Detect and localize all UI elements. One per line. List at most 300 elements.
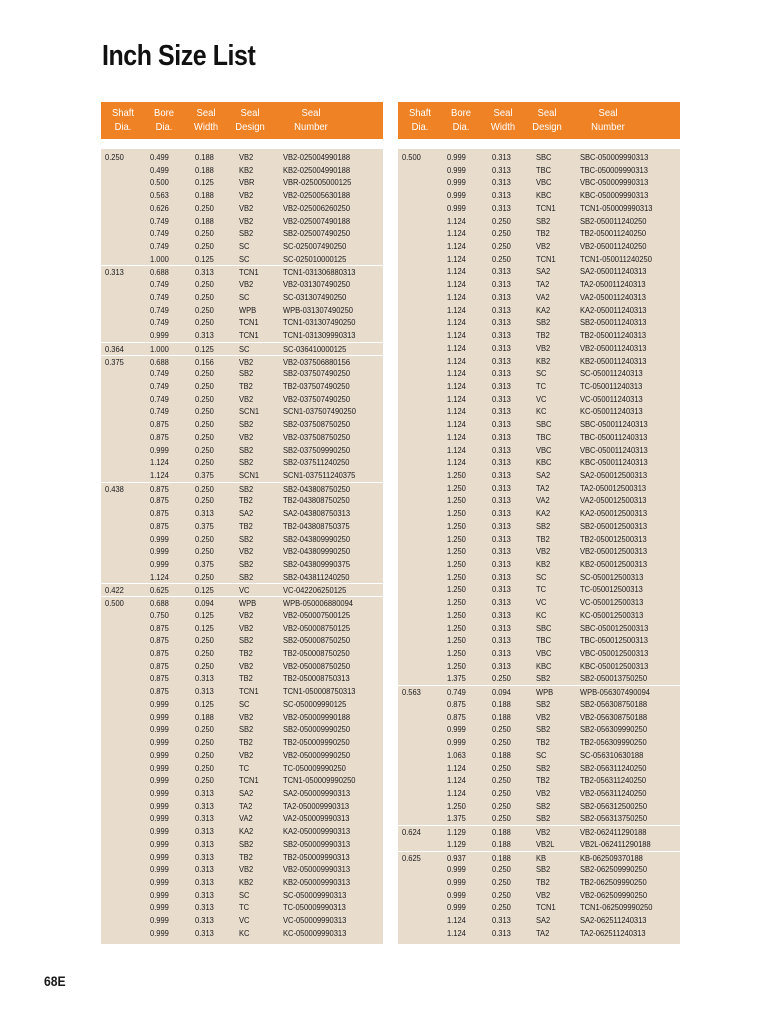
header-label: Width: [193, 121, 219, 133]
table-row: [398, 533, 680, 546]
seal-number-cell: SA2-050009990313: [283, 787, 351, 798]
seal-number-cell: SB2-056308750188: [580, 698, 648, 709]
seal-number-cell: SC-050009990313: [283, 889, 347, 900]
seal-width-cell: 0.313: [195, 267, 214, 278]
seal-design-cell: SB2: [536, 762, 551, 773]
seal-width-cell: 0.250: [195, 228, 214, 239]
table-row: [101, 176, 383, 189]
bore-dia-cell: 1.250: [447, 609, 466, 620]
seal-width-cell: 0.125: [195, 343, 214, 354]
bore-dia-cell: 1.250: [447, 584, 466, 595]
seal-design-cell: SB2: [536, 317, 551, 328]
seal-number-cell: SC-050009990125: [283, 698, 347, 709]
seal-number-cell: SC-056310630188: [580, 749, 644, 760]
seal-width-cell: 0.250: [492, 673, 511, 684]
table-row: [101, 571, 383, 584]
bore-dia-cell: 0.749: [150, 279, 169, 290]
seal-design-cell: WPB: [239, 304, 257, 315]
seal-design-cell: SB2: [239, 724, 254, 735]
seal-number-cell: VB2-037508750250: [283, 431, 351, 442]
bore-dia-cell: 1.250: [447, 660, 466, 671]
bore-dia-cell: 1.000: [150, 343, 169, 354]
seal-design-cell: KB2: [536, 559, 551, 569]
seal-number-cell: VB2-025006260250: [283, 202, 351, 213]
bore-dia-cell: 0.750: [150, 609, 169, 620]
shaft-dia-cell: 0.625: [402, 852, 421, 863]
table-row: [398, 685, 680, 698]
page-number: 68E: [44, 974, 66, 989]
seal-number-cell: TA2-062511240313: [580, 927, 646, 938]
seal-number-cell: SA2-062511240313: [580, 915, 647, 926]
seal-width-cell: 0.250: [195, 571, 214, 582]
bore-dia-cell: 0.875: [150, 483, 169, 494]
seal-number-cell: TB2-062509990250: [580, 876, 647, 887]
seal-design-cell: TC: [536, 584, 547, 595]
seal-number-cell: TBC-050009990313: [580, 164, 648, 175]
seal-width-cell: 0.250: [195, 431, 214, 442]
table-row: [398, 812, 680, 825]
seal-number-cell: SB2-037509990250: [283, 444, 351, 455]
seal-number-cell: SA2-050011240313: [580, 266, 647, 277]
seal-width-cell: 0.313: [492, 444, 511, 455]
table-row: [398, 787, 680, 800]
seal-number-cell: SB2-050011240313: [580, 317, 647, 328]
seal-width-cell: 0.313: [195, 876, 214, 887]
table-row: [398, 711, 680, 724]
table-row: [398, 889, 680, 902]
seal-number-cell: VC-050012500313: [580, 597, 644, 608]
seal-width-cell: 0.250: [195, 483, 214, 494]
table-row: [101, 355, 383, 368]
seal-design-cell: SB2: [239, 838, 254, 849]
bore-dia-cell: 0.999: [150, 902, 169, 913]
table-row: [398, 393, 680, 406]
bore-dia-cell: 0.999: [447, 164, 466, 175]
seal-design-cell: VB2: [239, 622, 254, 633]
table-row: [398, 927, 680, 940]
seal-width-cell: 0.188: [195, 152, 214, 162]
seal-width-cell: 0.188: [195, 164, 214, 175]
seal-width-cell: 0.250: [195, 406, 214, 417]
seal-number-cell: TA2-050012500313: [580, 482, 647, 493]
seal-width-cell: 0.125: [195, 177, 214, 188]
seal-number-cell: SB2-050009990250: [283, 724, 351, 735]
bore-dia-cell: 0.875: [150, 686, 169, 697]
seal-number-cell: KC-050011240313: [580, 406, 643, 417]
seal-number-cell: SBC-050009990313: [580, 152, 649, 162]
table-row: [101, 405, 383, 418]
bore-dia-cell: 1.129: [447, 838, 466, 849]
table-row: [101, 444, 383, 457]
seal-number-cell: SB2-050012500313: [580, 520, 648, 531]
table-row: [101, 227, 383, 240]
table-row: [398, 545, 680, 558]
seal-design-cell: SC: [239, 241, 250, 252]
table-row: [101, 482, 383, 495]
seal-width-cell: 0.313: [195, 826, 214, 837]
seal-design-cell: VB2: [239, 711, 254, 722]
seal-width-cell: 0.313: [492, 266, 511, 277]
seal-width-cell: 0.313: [492, 533, 511, 544]
bore-dia-cell: 0.999: [447, 889, 466, 900]
seal-width-cell: 0.313: [492, 393, 511, 404]
table-row: [398, 482, 680, 495]
bore-dia-cell: 0.999: [150, 864, 169, 875]
seal-design-cell: WPB: [239, 598, 257, 609]
seal-design-cell: TA2: [536, 482, 550, 493]
seal-number-cell: SB2-056311240250: [580, 762, 647, 773]
seal-number-cell: WPB-050006880094: [283, 598, 353, 609]
seal-design-cell: KBC: [536, 457, 552, 468]
bore-dia-cell: 1.250: [447, 495, 466, 506]
seal-design-cell: SB2: [239, 533, 254, 544]
seal-number-cell: KB2-050011240313: [580, 355, 647, 366]
seal-width-cell: 0.313: [195, 927, 214, 938]
seal-width-cell: 0.313: [492, 164, 511, 175]
seal-number-cell: VB2-062411290188: [580, 827, 647, 838]
page-title: Inch Size List: [102, 40, 256, 72]
seal-design-cell: SA2: [536, 915, 551, 926]
table-row: [398, 291, 680, 304]
seal-width-cell: 0.313: [492, 177, 511, 188]
seal-width-cell: 0.313: [195, 838, 214, 849]
seal-number-cell: TCN1-050011240250: [580, 253, 652, 264]
seal-width-cell: 0.188: [492, 698, 511, 709]
table-row: [398, 914, 680, 927]
seal-number-cell: TC-050011240313: [580, 380, 643, 391]
bore-dia-cell: 1.250: [447, 559, 466, 569]
table-row: [398, 774, 680, 787]
table-row: [101, 583, 383, 596]
seal-width-cell: 0.313: [492, 330, 511, 341]
seal-design-cell: VA2: [536, 291, 550, 302]
header-bore-dia: [443, 106, 479, 134]
bore-dia-cell: 0.749: [150, 228, 169, 239]
bore-dia-cell: 0.749: [447, 687, 466, 698]
table-row: [101, 367, 383, 380]
seal-design-cell: SC: [536, 749, 547, 760]
table-row: [101, 825, 383, 838]
seal-design-cell: VB2: [536, 711, 551, 722]
table-body: [398, 149, 680, 944]
seal-design-cell: VA2: [239, 813, 253, 824]
table-row: [101, 851, 383, 864]
seal-width-cell: 0.313: [492, 342, 511, 353]
seal-number-cell: TB2-050011240313: [580, 330, 647, 341]
bore-dia-cell: 1.124: [447, 355, 466, 366]
bore-dia-cell: 0.999: [150, 444, 169, 455]
seal-width-cell: 0.313: [492, 597, 511, 608]
bore-dia-cell: 0.999: [447, 902, 466, 913]
seal-width-cell: 0.250: [195, 762, 214, 773]
seal-width-cell: 0.313: [195, 902, 214, 913]
seal-width-cell: 0.250: [492, 864, 511, 875]
seal-width-cell: 0.313: [492, 482, 511, 493]
table-row: [398, 444, 680, 457]
seal-number-cell: SCN1-037511240375: [283, 469, 356, 480]
table-row: [398, 901, 680, 914]
bore-dia-cell: 0.563: [150, 190, 169, 201]
table-row: [398, 558, 680, 571]
seal-width-cell: 0.313: [492, 495, 511, 506]
bore-dia-cell: 1.124: [447, 444, 466, 455]
table-row: [101, 265, 383, 278]
seal-design-cell: KC: [239, 927, 250, 938]
bore-dia-cell: 0.999: [150, 889, 169, 900]
table-row: [398, 380, 680, 393]
seal-design-cell: VB2: [536, 827, 551, 838]
seal-number-cell: VB2-056311240250: [580, 787, 647, 798]
seal-width-cell: 0.125: [195, 622, 214, 633]
bore-dia-cell: 1.124: [447, 457, 466, 468]
table-row: [101, 545, 383, 558]
bore-dia-cell: 0.626: [150, 202, 169, 213]
bore-dia-cell: 0.875: [150, 660, 169, 671]
table-row: [398, 762, 680, 775]
seal-number-cell: VB2-050009990313: [283, 864, 351, 875]
seal-number-cell: TCN1-050008750313: [283, 686, 356, 697]
seal-width-cell: 0.250: [492, 253, 511, 264]
table-row: [398, 215, 680, 228]
seal-width-cell: 0.313: [492, 291, 511, 302]
seal-width-cell: 0.313: [195, 813, 214, 824]
seal-number-cell: SA2-043808750313: [283, 508, 351, 519]
shaft-dia-cell: 0.422: [105, 585, 124, 596]
seal-design-cell: TB2: [536, 775, 550, 786]
bore-dia-cell: 0.749: [150, 393, 169, 404]
table-row: [398, 634, 680, 647]
table-row: [101, 291, 383, 304]
bore-dia-cell: 0.500: [150, 177, 169, 188]
seal-design-cell: KC: [536, 406, 547, 417]
seal-design-cell: VBC: [536, 444, 552, 455]
seal-design-cell: VB2: [536, 546, 551, 557]
table-row: [101, 838, 383, 851]
seal-design-cell: TBC: [536, 431, 552, 442]
table-row: [101, 151, 383, 164]
seal-number-cell: SB2-043809990375: [283, 559, 351, 569]
header-label: Dia.: [452, 121, 470, 133]
table-row: [101, 927, 383, 940]
shaft-dia-cell: 0.313: [105, 267, 124, 278]
bore-dia-cell: 0.688: [150, 356, 169, 367]
bore-dia-cell: 1.124: [447, 266, 466, 277]
header-label: Number: [591, 121, 625, 133]
table-row: [398, 494, 680, 507]
header-label: Seal: [537, 107, 557, 119]
table-row: [398, 571, 680, 584]
table-row: [101, 520, 383, 533]
table-row: [398, 278, 680, 291]
seal-width-cell: 0.125: [195, 253, 214, 264]
seal-number-cell: SC-031307490250: [283, 291, 347, 302]
table-row: [101, 494, 383, 507]
seal-design-cell: VC: [536, 393, 547, 404]
table-row: [398, 596, 680, 609]
seal-design-cell: SC: [536, 368, 547, 379]
seal-number-cell: VB2-050011240313: [580, 342, 647, 353]
table-row: [101, 393, 383, 406]
seal-design-cell: TA2: [536, 279, 550, 290]
seal-width-cell: 0.250: [492, 775, 511, 786]
seal-design-cell: TB2: [239, 648, 253, 659]
table-row: [101, 736, 383, 749]
seal-design-cell: VBC: [536, 177, 552, 188]
seal-width-cell: 0.313: [492, 571, 511, 582]
seal-design-cell: TCN1: [536, 253, 556, 264]
seal-number-cell: SC-025007490250: [283, 241, 347, 252]
table-row: [101, 800, 383, 813]
seal-width-cell: 0.313: [492, 152, 511, 162]
seal-design-cell: VA2: [536, 495, 550, 506]
seal-width-cell: 0.250: [195, 724, 214, 735]
seal-number-cell: TBC-050012500313: [580, 635, 648, 646]
seal-width-cell: 0.313: [195, 787, 214, 798]
seal-width-cell: 0.313: [492, 622, 511, 633]
header-shaft-dia: [402, 106, 438, 134]
seal-number-cell: TC-050012500313: [580, 584, 643, 595]
seal-design-cell: VC: [536, 597, 547, 608]
table-row: [101, 253, 383, 266]
seal-width-cell: 0.250: [195, 241, 214, 252]
seal-number-cell: VC-042206250125: [283, 585, 347, 596]
seal-design-cell: VB2: [239, 609, 254, 620]
seal-design-cell: SB2: [239, 559, 254, 569]
seal-number-cell: SB2-062509990250: [580, 864, 648, 875]
seal-design-cell: VB2: [536, 787, 551, 798]
seal-design-cell: VC: [239, 915, 250, 926]
seal-number-cell: VBC-050011240313: [580, 444, 648, 455]
seal-number-cell: TC-050009990250: [283, 762, 346, 773]
bore-dia-cell: 1.250: [447, 482, 466, 493]
seal-design-cell: KB: [536, 852, 547, 863]
seal-number-cell: VB2-050008750125: [283, 622, 351, 633]
seal-number-cell: SB2-056313750250: [580, 813, 648, 824]
seal-width-cell: 0.156: [195, 356, 214, 367]
seal-number-cell: KA2-050011240313: [580, 304, 647, 315]
table-row: [398, 405, 680, 418]
table-row: [398, 304, 680, 317]
table-row: [398, 583, 680, 596]
bore-dia-cell: 0.999: [150, 813, 169, 824]
bore-dia-cell: 0.688: [150, 267, 169, 278]
seal-width-cell: 0.250: [492, 876, 511, 887]
table-row: [101, 914, 383, 927]
seal-design-cell: TB2: [536, 876, 550, 887]
seal-design-cell: VB2L: [536, 838, 555, 849]
seal-design-cell: TB2: [536, 330, 550, 341]
seal-design-cell: SB2: [536, 800, 551, 811]
shaft-dia-cell: 0.364: [105, 343, 124, 354]
seal-design-cell: WPB: [536, 687, 554, 698]
header-bore-dia: [146, 106, 182, 134]
seal-number-cell: VB2-050009990250: [283, 749, 351, 760]
table-row: [101, 558, 383, 571]
seal-design-cell: VB2: [239, 152, 254, 162]
table-row: [398, 431, 680, 444]
header-label: Design: [532, 121, 562, 133]
table-row: [101, 812, 383, 825]
header-label: Dia.: [411, 121, 429, 133]
seal-design-cell: KBC: [536, 190, 552, 201]
seal-number-cell: SB2-050011240250: [580, 215, 647, 226]
bore-dia-cell: 0.875: [150, 635, 169, 646]
seal-design-cell: VB2: [239, 190, 254, 201]
seal-width-cell: 0.313: [195, 915, 214, 926]
seal-number-cell: KC-050009990313: [283, 927, 347, 938]
header-label: Bore: [154, 107, 174, 119]
table-row: [101, 278, 383, 291]
table-row: [398, 800, 680, 813]
seal-number-cell: SB2-050009990313: [283, 838, 351, 849]
bore-dia-cell: 0.749: [150, 241, 169, 252]
bore-dia-cell: 1.250: [447, 622, 466, 633]
seal-width-cell: 0.250: [492, 241, 511, 252]
table-row: [101, 711, 383, 724]
seal-width-cell: 0.125: [195, 585, 214, 596]
bore-dia-cell: 0.999: [150, 915, 169, 926]
header-shaft-dia: [105, 106, 141, 134]
seal-width-cell: 0.250: [492, 228, 511, 239]
seal-width-cell: 0.250: [195, 737, 214, 748]
bore-dia-cell: 1.000: [150, 253, 169, 264]
seal-design-cell: TCN1: [239, 686, 259, 697]
seal-number-cell: TBC-050011240313: [580, 431, 648, 442]
table-row: [101, 647, 383, 660]
seal-width-cell: 0.188: [492, 827, 511, 838]
seal-number-cell: SB2-056309990250: [580, 724, 648, 735]
header-seal-width: [485, 106, 521, 134]
table-row: [398, 367, 680, 380]
seal-number-cell: VB2-025004990188: [283, 152, 351, 162]
table-row: [398, 660, 680, 673]
seal-design-cell: TB2: [239, 673, 253, 684]
seal-design-cell: KA2: [536, 304, 551, 315]
bore-dia-cell: 0.999: [150, 737, 169, 748]
seal-design-cell: SA2: [239, 508, 254, 519]
bore-dia-cell: 0.999: [150, 711, 169, 722]
table-row: [101, 469, 383, 482]
table-row: [398, 698, 680, 711]
seal-width-cell: 0.250: [492, 724, 511, 735]
table-row: [101, 189, 383, 202]
seal-number-cell: KB2-050009990313: [283, 876, 351, 887]
bore-dia-cell: 1.375: [447, 673, 466, 684]
seal-number-cell: TA2-050009990313: [283, 800, 350, 811]
table-header: [101, 102, 383, 139]
seal-number-cell: VB2-050011240250: [580, 241, 647, 252]
seal-design-cell: VB2: [239, 279, 254, 290]
bore-dia-cell: 0.999: [150, 851, 169, 862]
table-row: [101, 240, 383, 253]
seal-number-cell: SB2-043809990250: [283, 533, 351, 544]
header-label: Seal: [196, 107, 216, 119]
seal-width-cell: 0.250: [492, 889, 511, 900]
seal-width-cell: 0.094: [492, 687, 511, 698]
seal-width-cell: 0.250: [195, 202, 214, 213]
bore-dia-cell: 1.124: [447, 927, 466, 938]
seal-number-cell: VA2-050011240313: [580, 291, 646, 302]
seal-width-cell: 0.250: [195, 368, 214, 379]
seal-design-cell: SA2: [239, 787, 254, 798]
bore-dia-cell: 0.999: [150, 724, 169, 735]
header-label: Seal: [493, 107, 513, 119]
seal-number-cell: VB2-050008750250: [283, 660, 351, 671]
bore-dia-cell: 0.625: [150, 585, 169, 596]
seal-number-cell: TB2-056309990250: [580, 737, 647, 748]
seal-number-cell: TB2-050009990250: [283, 737, 350, 748]
seal-number-cell: VB2-031307490250: [283, 279, 351, 290]
